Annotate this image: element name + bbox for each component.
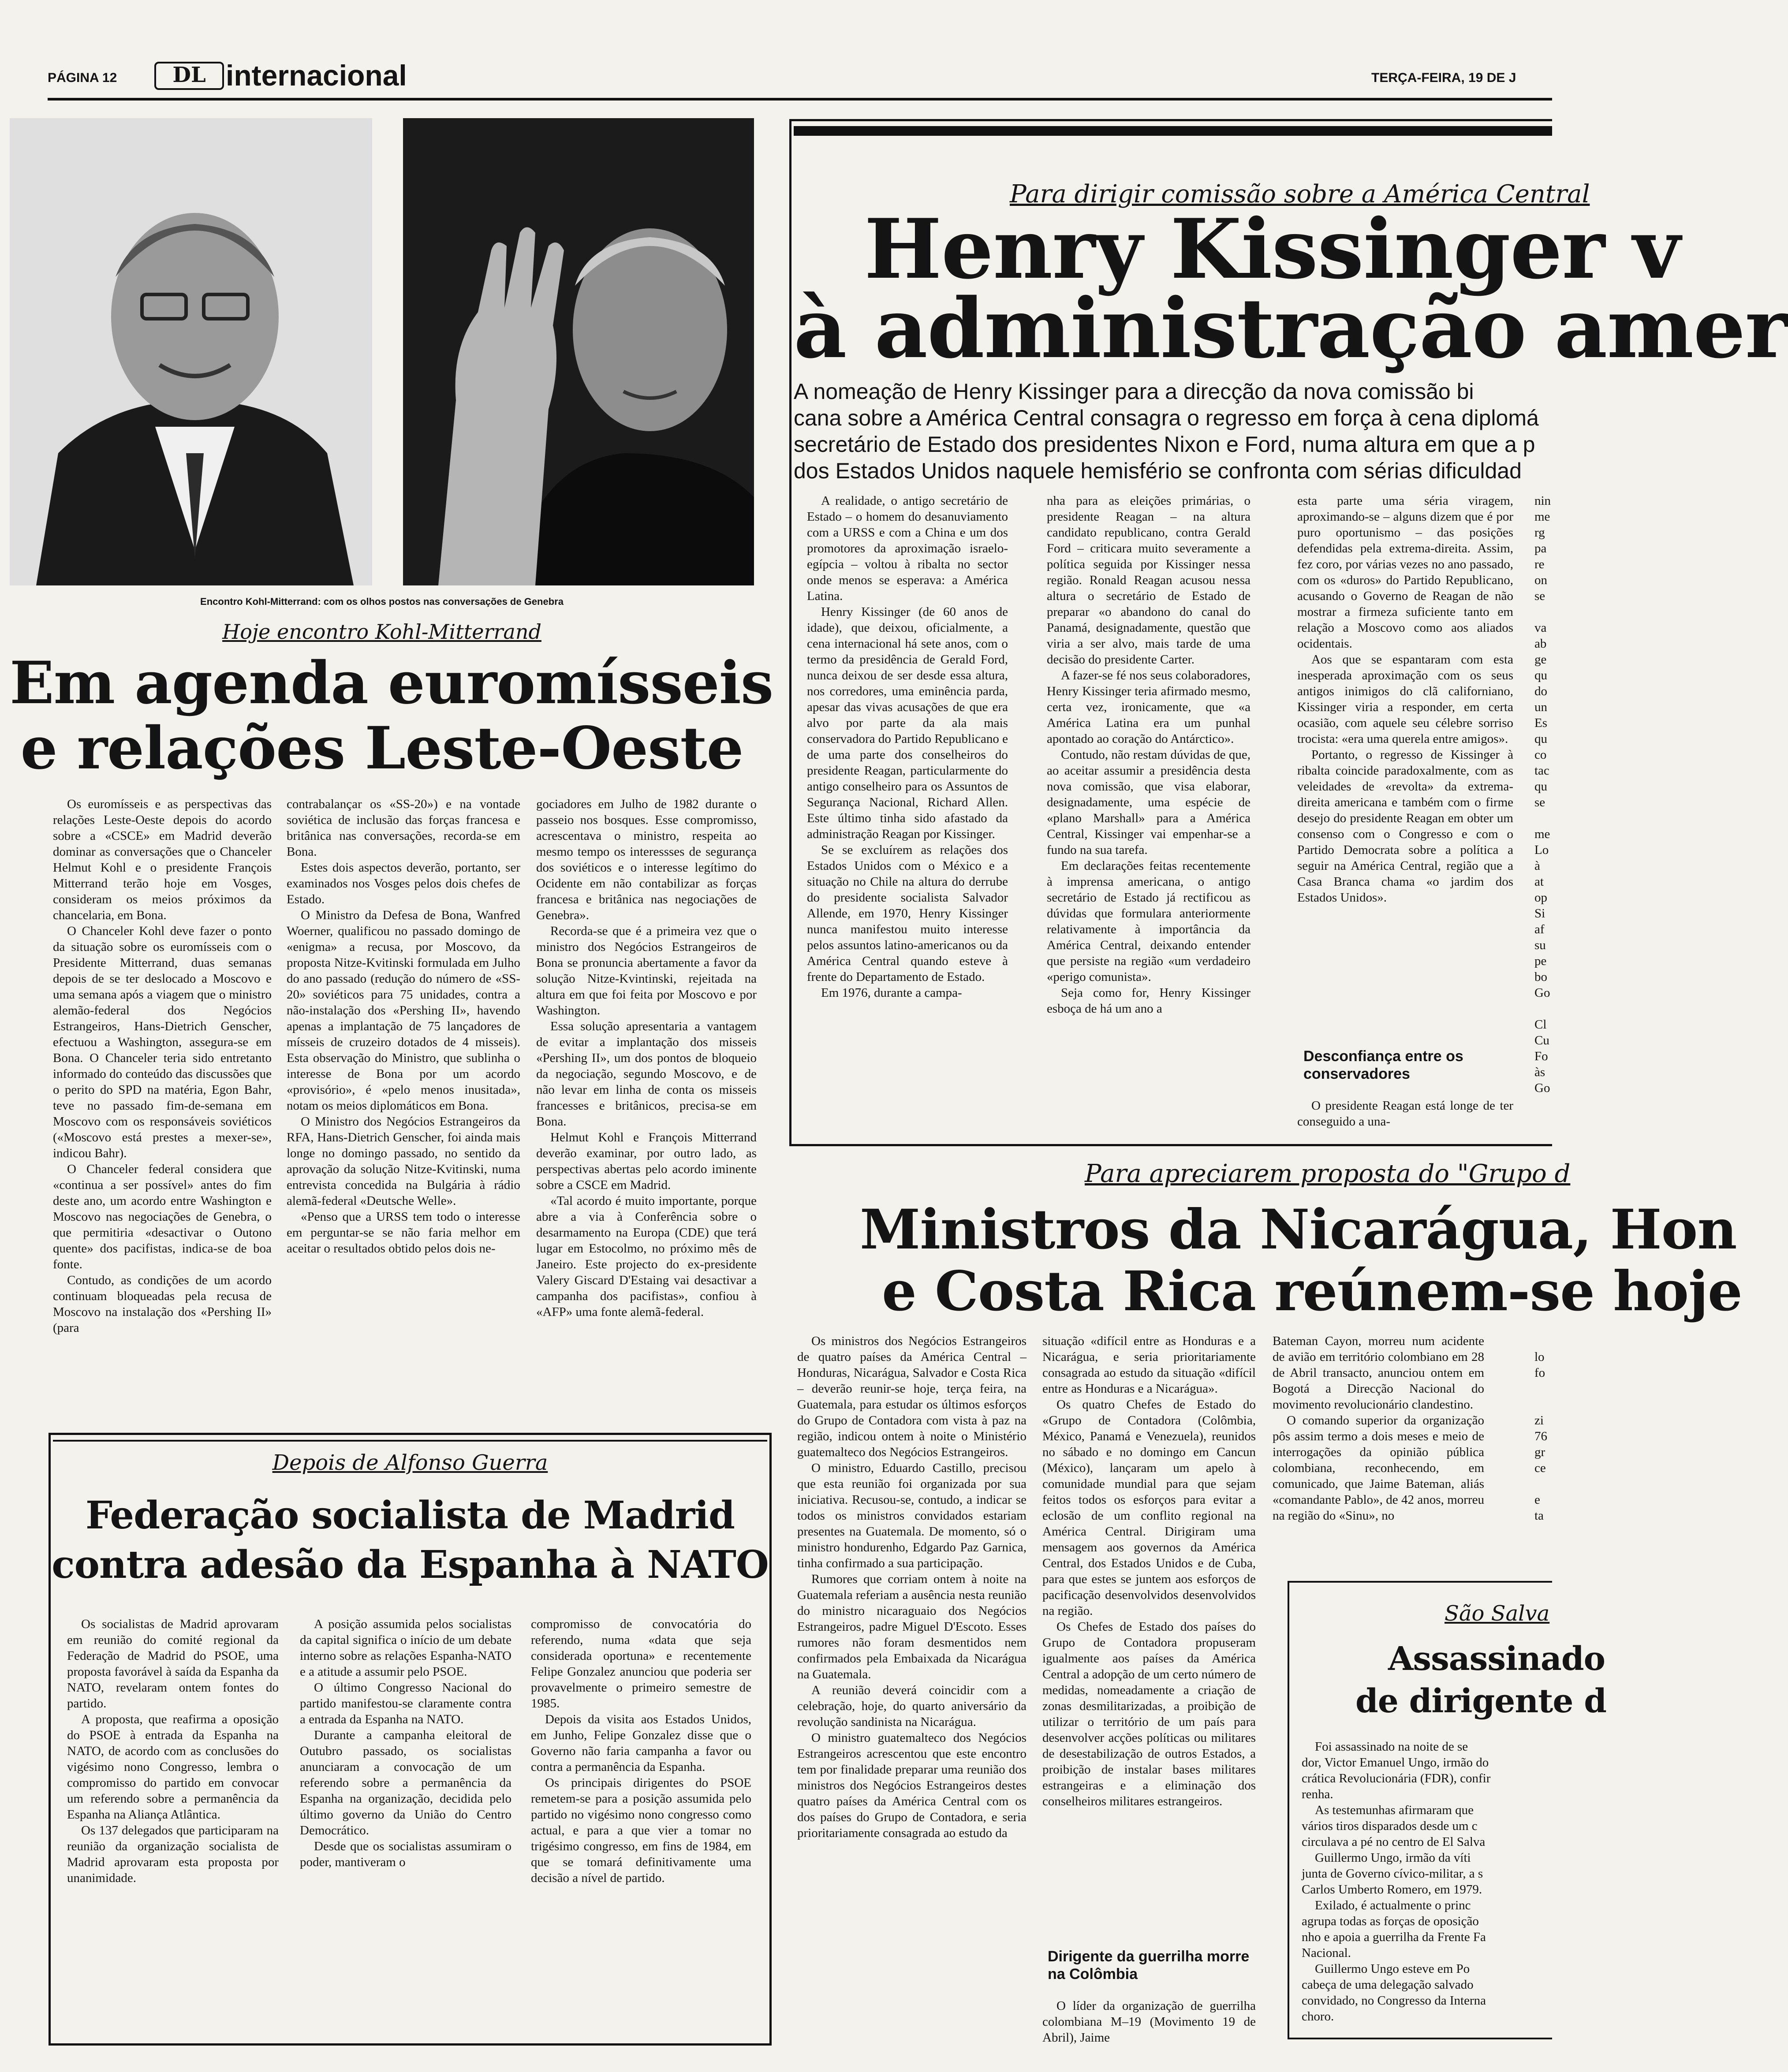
kissinger-fragment: me [1534, 827, 1550, 841]
nicaragua-fragment: ce [1534, 1461, 1546, 1475]
nato-column-1 [67, 1616, 279, 2035]
kissinger-subhead: Desconfiança entre os conservadores [1303, 1048, 1463, 1082]
kissinger-paragraph: A realidade, o antigo secretário de Estado – o homem do desanuviamento com a URSS e com a China e um dos promotores da aproximação israelo-egípcia – voltou à ribalta no sector onde menos se esperava: a América Latina. [807, 494, 1008, 603]
photo-kohl [10, 118, 372, 585]
nato-top-rule [53, 1440, 767, 1442]
salvador-kicker: São Salva [1445, 1601, 1550, 1626]
nicaragua-fragment [1534, 1333, 1552, 1349]
section-title: internacional [226, 59, 407, 92]
kohl-paragraph: Essa solução apresentaria a vantagem de evitar a implantação dos misseis «Pershing II», um dos pontos de bloqueio da negociação, segundo Moscovo, e de não levar em linha de conta os misseis francesses e britânicos, precisa-se em Bona. [536, 1019, 757, 1129]
kohl-paragraph: «Tal acordo é muito importante, porque abre a via à Conferência sobre o desarmamento na Europa (CDE) que terá lugar em Estocolmo, no próximo mês de Janeiro. Este projecto do ex-presidente Valery Giscard D'Estaing vai desactivar a campanha dos pacifistas», confiou à «AFP» uma fonte alemã-federal. [536, 1194, 757, 1319]
nicaragua-paragraph: O ministro guatemalteco dos Negócios Estrangeiros acrescentou que este encontro tem por finalidade preparar uma reunião dos ministros dos Negócios Estrangeiros destes quatro países da América Central com os dos países do Grupo de Contadora, e seria prioritariamente consagrada ao estudo da [797, 1731, 1027, 1840]
nato-column-3 [531, 1616, 751, 2035]
nicaragua-fragment [1534, 1476, 1552, 1492]
salvador-line: convidado, no Congresso da Interna [1302, 1994, 1486, 2008]
nato-paragraph: compromisso de convocatória do referendo, numa «data que seja considerada oportuna» e recentemente Felipe Gonzalez anunciou que poderia ser provavelmente o primeiro semestre de 1985. [531, 1617, 751, 1711]
nicaragua-paragraph: O comando superior da organização pôs assim termo a dois meses e meio de interrogações da opinião pública colombiana, reconhecendo, em comunicado, que Jaime Bateman, aliás «comandante Pablo», de 42 anos, morreu na região do «Sinu», no [1273, 1413, 1484, 1523]
kissinger-fragment [1534, 1001, 1552, 1017]
nicaragua-column-2-end [1042, 1998, 1256, 2053]
kohl-paragraph: O Ministro da Defesa de Bona, Wanfred Woerner, qualificou no passado domingo de «enigma» a recusa, por Moscovo, da proposta Nitze-Kvitinski formulada em Julho do ano passado (redução do número de «SS-20» soviéticos para 75 unidades, contra a não-instalação dos «Pershing II», havendo apenas a implantação de 75 lançadores de mísseis de cruzeiro dotados de 4 misseis). Esta observação do Ministro, que sublinha o interesse de Bona por um acordo «provisório», é «pelo menos inusitada», notam os meios diplomáticos em Bona. [287, 908, 520, 1113]
kissinger-paragraph: esta parte uma séria viragem, aproximando-se – alguns dizem que é por puro oportunismo – das posições defendidas pela extrema-direita. Assim, fez coro, por várias vezes no ano passado, com os «duros» do Partido Republicano, acusando o Governo de Reagan de não mostrar a firmeza suficiente tanto em relação a Moscovo como aos aliados ocidentais. [1297, 494, 1513, 651]
kissinger-paragraph: Henry Kissinger (de 60 anos de idade), que deixou, oficialmente, a cena internacional há sete anos, com o termo da presidência de Gerald Ford, nunca deixou de ser desde essa altura, nos corredores, uma eminência parda, apesar das vivas acusações de que era alvo por parte da ala mais conservadora do Partido Republicano e de uma parte dos conselheiros do presidente Reagan, particularmente do antigo conselheiro para os Assuntos de Segurança Nacional, Richard Allen. Este último tinha sido afastado da administração Reagan por Kissinger. [807, 605, 1008, 841]
kissinger-paragraph: Se se excluírem as relações dos Estados Unidos com o México e a situação no Chile na altura do derrube do presidente socialista Salvador Allende, em 1970, Henry Kissinger nunca manifestou muito interesse pelos assuntos latino-americanos ou da América Central quando esteve à frente do Departamento de Estado. [807, 843, 1008, 984]
photo-mitterrand [403, 118, 754, 585]
nato-paragraph: Durante a campanha eleitoral de Outubro passado, os socialistas anunciaram a convocação de um referendo sobre a permanência da Espanha na organização, decidida pelo último governo da União do Centro Democrático. [300, 1728, 511, 1837]
nicaragua-subhead: Dirigente da guerrilha morre na Colômbia [1048, 1948, 1250, 1983]
kohl-kicker: Hoje encontro Kohl-Mitterrand [222, 620, 541, 644]
salvador-line: Guillermo Ungo esteve em Po [1315, 1962, 1470, 1976]
kissinger-paragraph: A fazer-se fé nos seus colaboradores, Henry Kissinger teria afirmado mesmo, certa vez, ironicamente, que «a América Latina era um punhal apontado ao coração do Antárctico». [1047, 668, 1250, 746]
kissinger-fragment: se [1534, 795, 1545, 809]
nicaragua-paragraph: situação «difícil entre as Honduras e a Nicarágua, e seria prioritariamente consagrada ao estudo da situação «difícil entre as Honduras e a Nicarágua». [1042, 1334, 1256, 1396]
kohl-paragraph: Os euromísseis e as perspectivas das relações Leste-Oeste depois do acordo sobre a «CSCE» em Madrid deverão dominar as conversações que o Chanceler Helmut Kohl e o presidente François Mitterrand terão hoje em Vosges, consideram os meios próximos da chancelaria, em Bona. [53, 797, 272, 922]
kohl-headline-line1: Em agenda euromísseis [10, 649, 773, 717]
salvador-line: Foi assassinado na noite de se [1315, 1740, 1468, 1754]
salvador-line: Exilado, é actualmente o princ [1315, 1898, 1471, 1912]
salvador-line: crática Revolucionária (FDR), confir [1302, 1771, 1491, 1785]
kissinger-fragment: re [1534, 557, 1545, 571]
kissinger-top-band [794, 126, 1552, 136]
nicaragua-fragment: gr [1534, 1445, 1545, 1459]
kohl-paragraph: O Chanceler federal considera que «continua a ser possível» antes do fim deste ano, um acordo entre Washington e Moscovo nas negociações de Genebra, o que permitiria «desactivar o Outono quente» dos pacifistas, indica-se de boa fonte. [53, 1162, 272, 1271]
kissinger-fragment: Go [1534, 986, 1550, 1000]
nicaragua-headline-line2: e Costa Rica reúnem-se hoje [882, 1260, 1742, 1323]
nato-paragraph: Os socialistas de Madrid aprovaram em reunião do comité regional da Federação de Madrid do PSOE, uma proposta favorável à saída da Espanha da NATO, revelaram ontem fontes do partido. [67, 1617, 279, 1711]
kissinger-fragment: às [1534, 1065, 1545, 1079]
kissinger-fragment: pa [1534, 541, 1547, 555]
kissinger-fragment: op [1534, 891, 1547, 905]
kissinger-fragment: Cl [1534, 1017, 1547, 1032]
kissinger-kicker: Para dirigir comissão sobre a América Central [1010, 180, 1590, 209]
salvador-line: vários tiros disparados desde um c [1302, 1819, 1478, 1833]
kissinger-fragment: Go [1534, 1081, 1550, 1095]
kissinger-lead: A nomeação de Henry Kissinger para a direcção da nova comissão bi cana sobre a América Central consagra o regresso em força à cena diplomá secretário de Estado dos presidentes Nixon e Ford, numa altura em que a p dos Estados Unidos naquele hemisfério se confronta com sérias dificuldad [794, 379, 1539, 483]
newspaper-logo: DL [154, 62, 224, 90]
nicaragua-column-3 [1273, 1333, 1484, 1562]
nicaragua-fragment: e [1534, 1493, 1540, 1507]
kissinger-fragment: se [1534, 589, 1545, 603]
kissinger-fragment: rg [1534, 525, 1545, 540]
nicaragua-fragment: fo [1534, 1366, 1545, 1380]
kissinger-fragment: Si [1534, 906, 1545, 920]
nato-paragraph: Os principais dirigentes do PSOE remetem-se para a posição assumida pelo partido no vigésimo nono congresso como actual, e para a que vier a tomar no trigésimo congresso, em fins de 1984, em que se tomará definitivamente uma decisão a nível de partido. [531, 1776, 751, 1885]
salvador-line: nho e apoia a guerrilha da Frente Fa [1302, 1930, 1486, 1944]
photo-caption: Encontro Kohl-Mitterrand: com os olhos postos nas conversações de Genebra [200, 596, 564, 607]
salvador-line: renha. [1302, 1787, 1333, 1801]
kissinger-headline-line2-wrap [794, 280, 1788, 376]
nicaragua-column-2 [1042, 1333, 1256, 1906]
kissinger-fragment: nin [1534, 494, 1551, 508]
nato-paragraph: A proposta, que reafirma a oposição do PSOE à entrada da Espanha na NATO, de acordo com as conclusões do vigésimo nono Congresso, lembra o compromisso do partido em convocar um referendo sobre a permanência da Espanha na Aliança Atlântica. [67, 1712, 279, 1822]
kissinger-fragment: at [1534, 875, 1544, 889]
kohl-paragraph: Recorda-se que é a primeira vez que o ministro dos Negócios Estrangeiros de Bona se pronuncia abertamente a favor da solução Nitze-Kvintinski, rejeitada na altura em que foi feita por Moscovo e por Washington. [536, 924, 757, 1017]
nicaragua-paragraph: Os Chefes de Estado dos países do Grupo de Contadora propuseram igualmente aos países da América Central a adopção de um certo número de medidas, nomeadamente a criação de zonas desmilitarizadas, a proibição de utilizar o território de um país para desenvolver acções políticas ou militares de desestabilização de outros Estados, a proibição de instalar bases militares estrangeiras e a eliminação dos conselheiros militares estrangeiros. [1042, 1620, 1256, 1808]
kissinger-fragment: tac [1534, 764, 1549, 778]
kohl-paragraph: O Chanceler Kohl deve fazer o ponto da situação sobre os euromísseis com o Presidente Mitterrand, duas semanas depois de se ter deslocado a Moscovo e uma semana após a viagem que o ministro alemão-federal dos Negócios Estrangeiros, Hans-Dietrich Genscher, efectuou a Washington, assegura-se em Bona. O Chanceler teria sido entretanto informado do conteúdo das discussões que o perito do SPD na matéria, Egon Bahr, teve no passado fim-de-semana em Moscovo com os responsáveis soviéticos («Moscovo está prestes a mexer-se», indicou Bahr). [53, 924, 272, 1160]
kissinger-paragraph: Em declarações feitas recentemente à imprensa americana, o antigo secretário de Estado já rectificou as dúvidas que formulara anteriormente relativamente à importância da América Central, deixando entender que persiste na região «um verdadeiro «perigo comunista». [1047, 859, 1250, 984]
header-rule [48, 98, 1552, 101]
salvador-headline-line2: de dirigente d [1355, 1682, 1606, 1720]
nicaragua-paragraph: Rumores que corriam ontem à noite na Guatemala referiam a ausência nesta reunião do ministro nicaraguaio dos Negócios Estrangeiros, padre Miguel D'Escoto. Esses rumores não foram desmentidos nem confirmados pela Embaixada da Nicarágua na Guatemala. [797, 1572, 1027, 1681]
kissinger-headline-line2: à administração amer [794, 280, 1788, 376]
kohl-paragraph: Estes dois aspectos deverão, portanto, ser examinados nos Vosges pelos dois chefes de Estado. [287, 861, 520, 906]
kissinger-fragment: ge [1534, 652, 1547, 667]
kissinger-fragment: Es [1534, 716, 1547, 730]
kissinger-paragraph: Em 1976, durante a campa- [821, 986, 962, 1000]
salvador-column [1302, 1739, 1552, 2034]
kissinger-paragraph: Portanto, o regresso de Kissinger à ribalta coincide paradoxalmente, com as veleidades de «revolta» da extrema-direita americana e também com o firme desejo do presidente Reagan em obter um consenso com o Congresso e com o Partido Democrata sobre a política a seguir na América Central, região que a Casa Branca chama «o jardim dos Estados Unidos». [1297, 748, 1513, 905]
kissinger-fragment [1534, 604, 1552, 620]
salvador-line: dor, Victor Emanuel Ungo, irmão do [1302, 1755, 1489, 1770]
kissinger-fragment: pe [1534, 954, 1547, 968]
nato-headline-line1: Federação socialista de Madrid [86, 1493, 735, 1538]
kissinger-fragment: Fo [1534, 1049, 1548, 1063]
salvador-line: As testemunhas afirmaram que [1315, 1803, 1474, 1817]
nicaragua-fragment: ta [1534, 1509, 1544, 1523]
kohl-paragraph: O Ministro dos Negócios Estrangeiros da RFA, Hans-Dietrich Genscher, foi ainda mais longe no domingo passado, no sentido da aprovação da solução Nitze-Kvitinski, numa entrevista concedida na Bulgária à rádio alemã-federal «Deutsche Welle». [287, 1114, 520, 1208]
nicaragua-fragment: 76 [1534, 1429, 1547, 1443]
kissinger-headline-line1: Henry Kissinger v [864, 201, 1680, 297]
nicaragua-paragraph: A reunião deverá coincidir com a celebração, hoje, do quarto aniversário da revolução sandinista na Nicarágua. [797, 1683, 1027, 1729]
nicaragua-headline-line2-wrap [789, 1260, 1742, 1323]
kohl-column-1 [53, 796, 272, 1425]
nicaragua-paragraph: O ministro, Eduardo Castillo, precisou que esta reunião foi organizada por sua iniciativa. Recusou-se, contudo, a indicar se todos os ministros convidados estariam presentes na Guatemala. De momento, só o ministro hondurenho, Edgardo Paz Garnica, tinha confirmado a sua participação. [797, 1461, 1027, 1570]
kissinger-fragment: co [1534, 748, 1547, 762]
kissinger-fragment: su [1534, 938, 1546, 952]
nato-kicker: Depois de Alfonso Guerra [272, 1450, 548, 1475]
nato-paragraph: O último Congresso Nacional do partido manifestou-se claramente contra a entrada da Espanha na NATO. [300, 1681, 511, 1726]
nicaragua-headline-line1-wrap [789, 1198, 1737, 1262]
kissinger-paragraph: O presidente Reagan está longe de ter conseguido a una- [1297, 1099, 1513, 1129]
kohl-column-2 [287, 796, 520, 1425]
salvador-headline-line1: Assassinado [1388, 1640, 1605, 1678]
kohl-column-3 [536, 796, 757, 1425]
kissinger-column-3-end [1297, 1098, 1513, 1135]
nato-paragraph: Depois da visita aos Estados Unidos, em Junho, Felipe Gonzalez disse que o Governo não faria campanha a favor ou contra a permanência da Espanha. [531, 1712, 751, 1774]
salvador-line: Guillermo Ungo, irmão da víti [1315, 1851, 1471, 1865]
nicaragua-fragment [1534, 1381, 1552, 1412]
kissinger-fragment: af [1534, 922, 1545, 936]
nicaragua-column-4 [1534, 1333, 1552, 1562]
salvador-line: junta de Governo cívico-militar, a s [1302, 1867, 1483, 1881]
nicaragua-fragment: lo [1534, 1350, 1545, 1364]
nicaragua-fragment: zi [1534, 1413, 1544, 1427]
kissinger-fragment: un [1534, 700, 1547, 714]
nato-column-2 [300, 1616, 511, 2035]
nicaragua-paragraph: O líder da organização de guerrilha colombiana M–19 (Movimento 19 de Abril), Jaime [1042, 1999, 1256, 2045]
kissinger-fragment: Lo [1534, 843, 1549, 857]
kissinger-fragment: ab [1534, 637, 1547, 651]
kissinger-fragment: me [1534, 510, 1550, 524]
kissinger-paragraph: Aos que se espantaram com esta inesperada aproximação com os seus antigos inimigos do clã californiano, Kissinger viria a responder, em certa ocasião, com aquele seu célebre sorriso trocista: «era uma querela entre amigos». [1297, 652, 1513, 746]
kissinger-fragment: bo [1534, 970, 1547, 984]
page-date: TERÇA-FEIRA, 19 DE J [1371, 71, 1516, 85]
nicaragua-column-1 [797, 1333, 1027, 2053]
kohl-paragraph: «Penso que a URSS tem todo o interesse em perguntar-se se não faria melhor em aceitar o resultados obtido pelos dois ne- [287, 1210, 520, 1256]
kohl-paragraph: contrabalançar os «SS-20») e na vontade soviética de inclusão das forças francesa e britânica nas conversações, recorda-se em Bona. [287, 797, 520, 859]
portrait-kohl-image [10, 118, 372, 585]
nicaragua-paragraph: Bateman Cayon, morreu num acidente de avião em território colombiano em 28 de Abril transacto, anunciou ontem em Bogotá a Direcção Nacional do movimento revolucionário clandestino. [1273, 1334, 1484, 1412]
kohl-headline-line2: e relações Leste-Oeste [20, 714, 743, 783]
nicaragua-paragraph: Os ministros dos Negócios Estrangeiros de quatro países da América Central – Honduras, Nicarágua, Salvador e Costa Rica – deverão reunir-se hoje, terça feira, na Guatemala, para estudar os últimos esforços do Grupo de Contadora com vista à paz na região, indicou ontem à noite o Ministério guatemalteco dos Negócios Estrangeiros. [797, 1334, 1027, 1459]
kissinger-fragment: on [1534, 573, 1547, 587]
kissinger-fragment: Cu [1534, 1033, 1549, 1047]
kohl-paragraph: Helmut Kohl e François Mitterrand deverão examinar, por outro lado, as perspectivas abertas pelo acordo iminente sobre a CSCE em Madrid. [536, 1130, 757, 1192]
kissinger-fragment: qu [1534, 732, 1547, 746]
salvador-line: cabeça de uma delegação salvado [1302, 1978, 1474, 1992]
kissinger-fragment: qu [1534, 779, 1547, 794]
nicaragua-paragraph: Os quatro Chefes de Estado do «Grupo de Contadora (Colômbia, México, Panamá e Venezuela), reunidos no sábado e no domingo em Cancun (México), lançaram um apelo à comunidade mundial para que sejam feitos todos os esforços para evitar a eclosão de um conflito regional na América Central. Dirigiram uma mensagem aos governos da América Central, dos Estados Unidos e de Cuba, para que estes se juntem aos esforços de pacificação desenvolvidos desenvolvidos na região. [1042, 1397, 1256, 1618]
nato-paragraph: Desde que os socialistas assumiram o poder, mantiveram o [300, 1839, 511, 1869]
kissinger-column-2 [1047, 493, 1250, 1137]
nato-paragraph: A posição assumida pelos socialistas da capital significa o início de um debate interno sobre as relações Espanha-NATO e a atitude a assumir pelo PSOE. [300, 1617, 511, 1679]
kissinger-fragment: do [1534, 684, 1547, 698]
kissinger-paragraph: Seja como for, Henry Kissinger esboça de há um ano a [1047, 986, 1250, 1016]
kissinger-fragment: va [1534, 621, 1547, 635]
salvador-line: circulava a pé no centro de El Salva [1302, 1835, 1486, 1849]
kissinger-headline-line1-wrap [794, 201, 1680, 297]
kissinger-column-4 [1534, 493, 1552, 1137]
nato-headline-line2: contra adesão da Espanha à NATO [52, 1543, 769, 1587]
nicaragua-headline-line1: Ministros da Nicarágua, Hon [860, 1198, 1737, 1262]
kohl-paragraph: Contudo, as condições de um acordo continuam bloqueadas pela recusa de Moscovo na instalação dos «Pershing II» (para [53, 1273, 272, 1335]
kohl-paragraph: gociadores em Julho de 1982 durante o passeio nos bosques. Esse compromisso, acrescentava o ministro, respeita ao mesmo tempo os interessses de segurança dos soviéticos e o interesse legítimo do Ocidente em não contabilizar as forças francesa e britânica nas negociações de Genebra». [536, 797, 757, 922]
salvador-line: choro. [1302, 2009, 1334, 2024]
salvador-line: agrupa todas as forças de oposição [1302, 1914, 1479, 1928]
kissinger-column-3 [1297, 493, 1513, 995]
kissinger-paragraph: Contudo, não restam dúvidas de que, ao aceitar assumir a presidência desta nova comissão, que visa elaborar, designadamente, uma espécie de «plano Marshall» para a América Central, Kissinger vai empenhar-se a fundo na sua tarefa. [1047, 748, 1250, 857]
page-number: PÁGINA 12 [48, 71, 117, 85]
kissinger-column-1 [807, 493, 1008, 1137]
kissinger-fragment: qu [1534, 668, 1547, 682]
nicaragua-kicker: Para apreciarem proposta do "Grupo d [1085, 1159, 1571, 1188]
kissinger-fragment: à [1534, 859, 1540, 873]
portrait-mitterrand-image [403, 118, 754, 585]
salvador-line: Carlos Umberto Romero, em 1979. [1302, 1882, 1482, 1897]
kissinger-paragraph: nha para as eleições primárias, o presidente Reagan – na altura candidato republicano, contra Gerald Ford – criticara muito severamente a política seguida por Kissinger nessa região. Ronald Reagan acusou nessa altura o secretário de Estado de preparar «o abandono do canal do Panamá, designadamente, questão que viria a ser alvo, mais tarde de uma decisão do presidente Carter. [1047, 494, 1250, 667]
salvador-line: Nacional. [1302, 1946, 1351, 1960]
nato-paragraph: Os 137 delegados que participaram na reunião da organização socialista de Madrid aprovaram esta proposta por unanimidade. [67, 1823, 279, 1885]
kissinger-fragment [1534, 810, 1552, 826]
